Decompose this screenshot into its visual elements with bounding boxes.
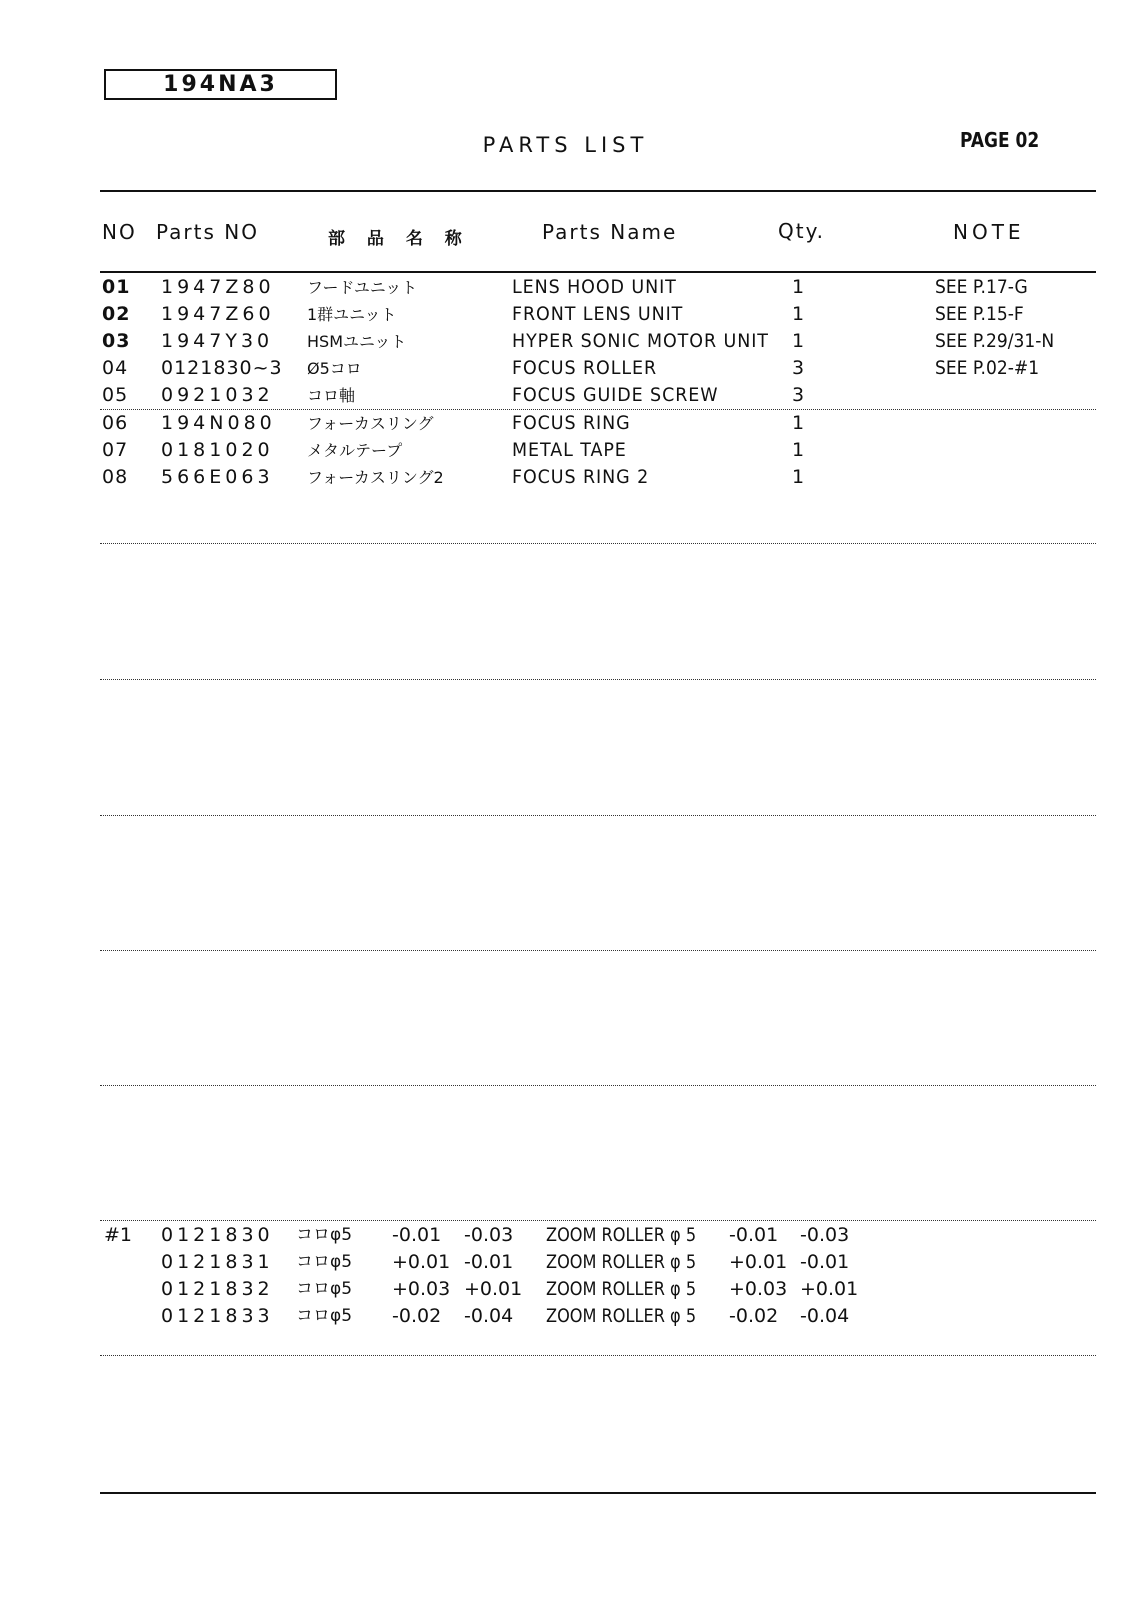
row-parts-no: 0921032 — [161, 384, 274, 406]
sub-tolerance-upper: +0.03 — [392, 1278, 451, 1300]
sub-parts-no: 0121833 — [161, 1305, 274, 1327]
row-jp-name: フォーカスリング — [307, 414, 434, 433]
row-parts-name: FOCUS ROLLER — [512, 357, 658, 379]
row-parts-no: 566E063 — [161, 466, 274, 488]
table-row — [0, 464, 1131, 491]
sub-tolerance-lower-2: -0.01 — [800, 1251, 850, 1273]
sub-tolerance-upper: +0.01 — [392, 1251, 451, 1273]
sub-jp-name: コロφ5 — [296, 1306, 353, 1326]
row-qty: 1 — [792, 303, 805, 325]
section-divider — [100, 950, 1096, 951]
sub-tolerance-lower: -0.04 — [464, 1305, 514, 1327]
row-parts-name: FRONT LENS UNIT — [512, 303, 684, 325]
sub-list-tag: #1 — [104, 1224, 133, 1246]
row-jp-name: Ø5コロ — [307, 359, 362, 378]
row-jp-name: フォーカスリング2 — [307, 468, 444, 487]
table-row — [0, 328, 1131, 355]
row-parts-name: FOCUS GUIDE SCREW — [512, 384, 719, 406]
row-qty: 1 — [792, 276, 805, 298]
sub-tolerance-upper: -0.02 — [392, 1305, 442, 1327]
sub-jp-name: コロφ5 — [296, 1225, 353, 1245]
table-row — [0, 437, 1131, 464]
row-jp-name: フードユニット — [307, 278, 418, 297]
table-row — [0, 382, 1131, 409]
sub-tolerance-lower-2: +0.01 — [800, 1278, 859, 1300]
header-qty: Qty. — [778, 219, 825, 243]
row-parts-name: FOCUS RING — [512, 412, 631, 434]
sub-tolerance-lower: -0.03 — [464, 1224, 514, 1246]
sub-tolerance-upper-2: -0.01 — [729, 1224, 779, 1246]
sub-parts-name: ZOOM ROLLER φ 5 — [546, 1305, 697, 1327]
table-row — [0, 410, 1131, 437]
sub-list-row — [0, 1222, 1131, 1249]
sub-list-row — [0, 1249, 1131, 1276]
sub-parts-no: 0121830 — [161, 1224, 274, 1246]
sub-parts-name: ZOOM ROLLER φ 5 — [546, 1251, 697, 1273]
row-parts-name: LENS HOOD UNIT — [512, 276, 677, 298]
section-divider — [100, 543, 1096, 544]
header-parts-no: Parts NO — [156, 220, 259, 244]
sub-parts-no: 0121831 — [161, 1251, 274, 1273]
row-parts-no: 1947Z60 — [161, 303, 275, 325]
table-row — [0, 355, 1131, 382]
sub-parts-no: 0121832 — [161, 1278, 274, 1300]
section-divider — [100, 1085, 1096, 1086]
section-divider — [100, 815, 1096, 816]
row-no: 06 — [102, 412, 129, 434]
sub-tolerance-lower: +0.01 — [464, 1278, 523, 1300]
page-number: PAGE 02 — [960, 128, 1040, 152]
row-no: 07 — [102, 439, 129, 461]
row-note: SEE P.17-G — [935, 276, 1028, 298]
row-note: SEE P.15-F — [935, 303, 1024, 325]
row-note: SEE P.29/31-N — [935, 330, 1055, 352]
row-parts-name: FOCUS RING 2 — [512, 466, 650, 488]
row-jp-name: メタルテープ — [307, 441, 403, 460]
row-parts-name: METAL TAPE — [512, 439, 627, 461]
row-parts-no: 194N080 — [161, 412, 276, 434]
header-note: NOTE — [953, 220, 1025, 244]
row-parts-no: 1947Z80 — [161, 276, 275, 298]
row-no: 02 — [102, 303, 131, 325]
section-divider — [100, 1220, 1096, 1221]
row-qty: 1 — [792, 330, 805, 352]
top-rule — [100, 190, 1096, 192]
sub-parts-name: ZOOM ROLLER φ 5 — [546, 1224, 697, 1246]
row-parts-no: 0121830~3 — [161, 357, 283, 379]
header-rule — [100, 271, 1096, 273]
model-code: 194NA3 — [104, 69, 337, 100]
table-row — [0, 301, 1131, 328]
row-no: 01 — [102, 276, 131, 298]
row-no: 05 — [102, 384, 129, 406]
sub-jp-name: コロφ5 — [296, 1252, 353, 1272]
row-parts-no: 0181020 — [161, 439, 274, 461]
sub-list-row — [0, 1276, 1131, 1303]
sub-tolerance-lower-2: -0.04 — [800, 1305, 850, 1327]
row-jp-name: 1群ユニット — [307, 305, 397, 324]
row-parts-name: HYPER SONIC MOTOR UNIT — [512, 330, 769, 352]
page-title: PARTS LIST — [482, 133, 649, 157]
row-no: 04 — [102, 357, 129, 379]
sub-tolerance-lower-2: -0.03 — [800, 1224, 850, 1246]
bottom-rule — [100, 1492, 1096, 1494]
section-divider — [100, 679, 1096, 680]
row-qty: 1 — [792, 412, 805, 434]
sub-tolerance-lower: -0.01 — [464, 1251, 514, 1273]
sub-parts-name: ZOOM ROLLER φ 5 — [546, 1278, 697, 1300]
sub-tolerance-upper-2: +0.01 — [729, 1251, 788, 1273]
row-qty: 3 — [792, 357, 805, 379]
row-qty: 3 — [792, 384, 805, 406]
row-qty: 1 — [792, 439, 805, 461]
sub-tolerance-upper-2: -0.02 — [729, 1305, 779, 1327]
sub-tolerance-upper-2: +0.03 — [729, 1278, 788, 1300]
header-parts-name: Parts Name — [542, 220, 678, 244]
sub-tolerance-upper: -0.01 — [392, 1224, 442, 1246]
row-jp-name: コロ軸 — [307, 386, 356, 405]
section-divider — [100, 1355, 1096, 1356]
header-jp-name: 部 品 名 称 — [328, 229, 470, 249]
row-note: SEE P.02-#1 — [935, 357, 1040, 379]
header-no: NO — [102, 220, 137, 244]
row-no: 08 — [102, 466, 129, 488]
row-parts-no: 1947Y30 — [161, 330, 274, 352]
sub-jp-name: コロφ5 — [296, 1279, 353, 1299]
row-jp-name: HSMユニット — [307, 332, 407, 351]
table-row — [0, 274, 1131, 301]
row-qty: 1 — [792, 466, 805, 488]
sub-list-row — [0, 1303, 1131, 1330]
row-no: 03 — [102, 330, 131, 352]
